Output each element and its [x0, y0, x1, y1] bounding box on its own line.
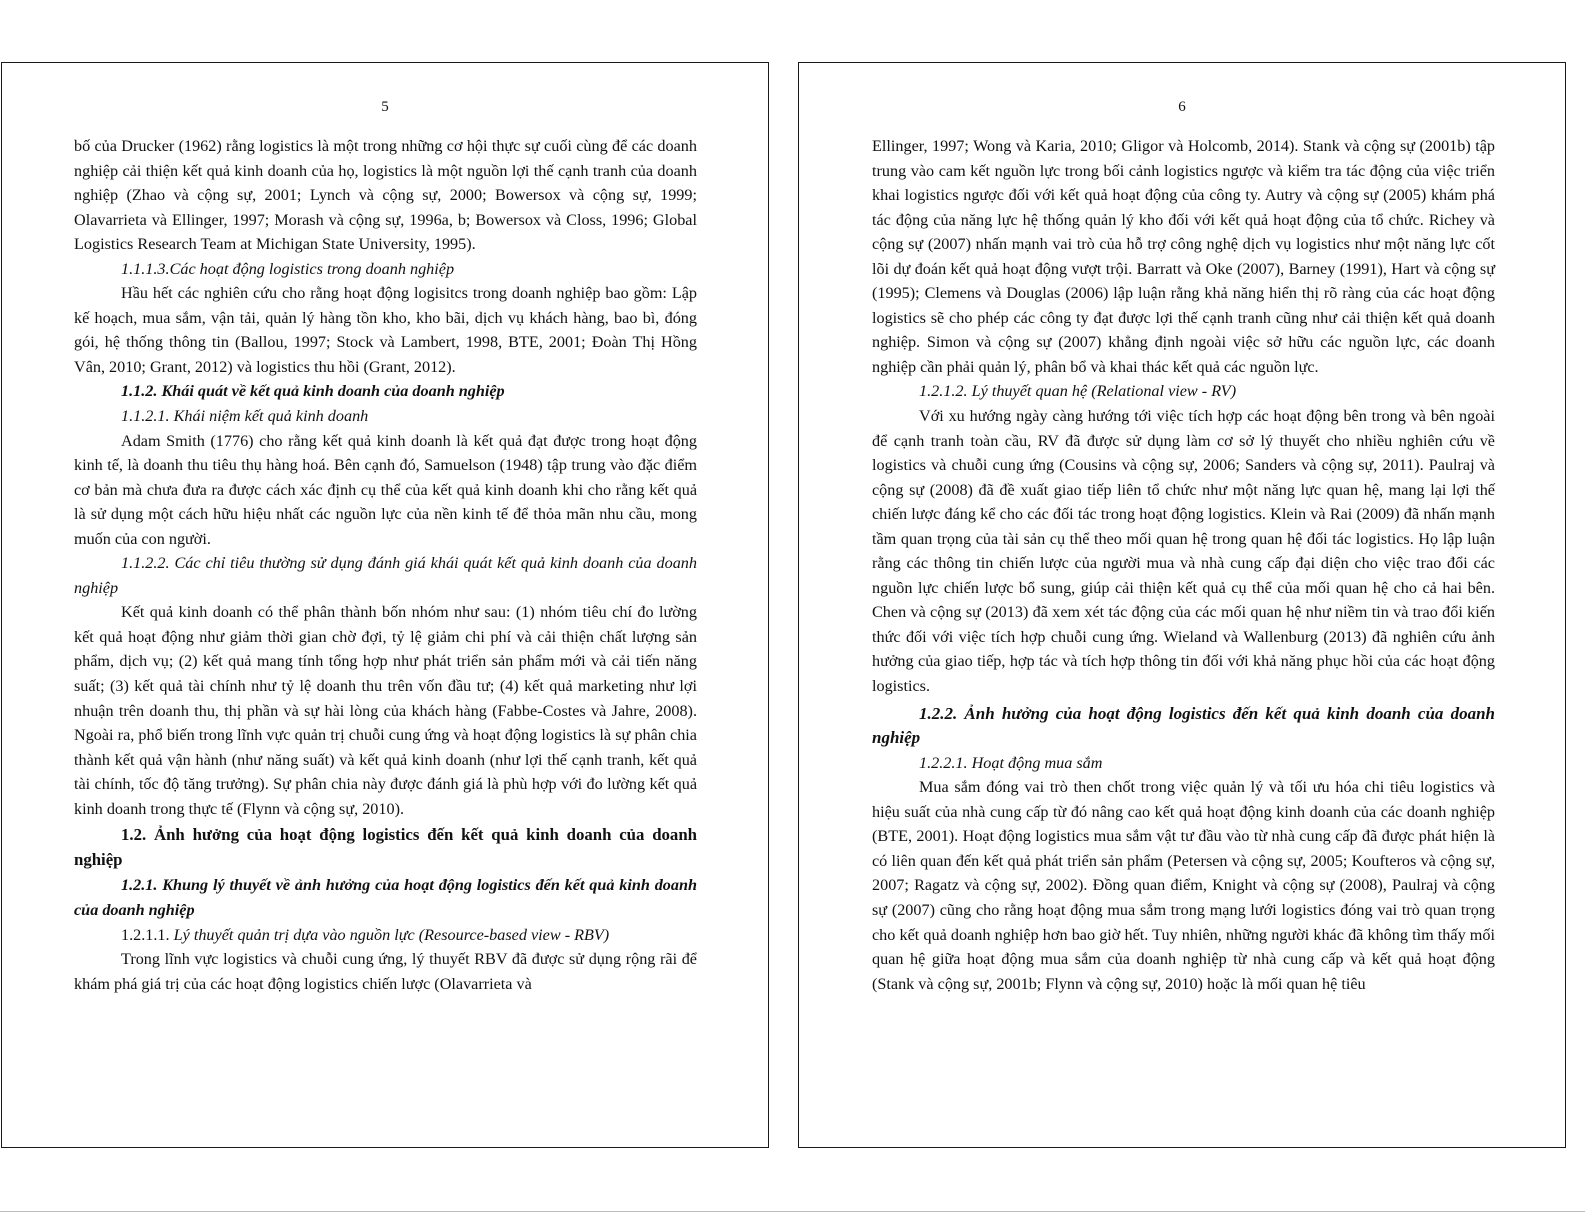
body-paragraph: bố của Drucker (1962) rằng logistics là một trong những cơ hội thực sự cuối cùng để các doanh nghiệp cải thiện kết quả kinh doanh của họ, logistics là một nguồn lợi thế cạnh tranh của doanh nghiệp (Zhao và cộng sự, 2001; Lynch và cộng sự, 2000; Bowersox và cộng sự, 1999; Olavarrieta và Ellinger, 1997; Morash và cộng sự, 1996a, b; Bowersox và Closs, 1996; Global Logistics Research Team at Michigan State University, 1995).: [74, 137, 697, 254]
chapter-section-heading: 1.2. Ảnh hưởng của hoạt động logistics đến kết quả kinh doanh của doanh nghiệp: [74, 825, 697, 869]
body-paragraph: Trong lĩnh vực logistics và chuỗi cung ứng, lý thuyết RBV đã được sử dụng rộng rãi để khám phá giá trị của các hoạt động logistics chiến lược (Olavarrieta và: [74, 950, 697, 993]
subsection-heading: 1.1.2.1. Khái niệm kết quả kinh doanh: [121, 407, 369, 426]
page-body: [74, 134, 697, 996]
body-paragraph: Adam Smith (1776) cho rằng kết quả kinh doanh là kết quả đạt được trong hoạt động kinh tế, là doanh thu tiêu thụ hàng hoá. Bên cạnh đó, Samuelson (1948) tập trung vào đặc điểm cơ bản mà chưa đưa ra được cách xác định cụ thể của kết quả kinh doanh khi cho rằng kết quả là sử dụng một cách hữu hiệu nhất các nguồn lực của nền kinh tế để thỏa mãn nhu cầu, mong muốn của con người.: [74, 431, 697, 548]
document-page-right: [798, 62, 1566, 1148]
subsection-title: Lý thuyết quản trị dựa vào nguồn lực (Resource-based view - RBV): [173, 925, 610, 944]
bottom-divider: [0, 1211, 1585, 1212]
body-paragraph: Ellinger, 1997; Wong và Karia, 2010; Gligor và Holcomb, 2014). Stank và cộng sự (2001b) tập trung vào cam kết nguồn lực trong bối cảnh logistics ngược và kiểm tra tác động của việc triển khai logistics ngược đối với kết quả hoạt động của công ty. Autry và cộng sự (2005) khám phá tác động của năng lực hệ thống quản lý kho đối với kết quả hoạt động của tổ chức. Richey và cộng sự (2007) nhấn mạnh vai trò của hỗ trợ công nghệ dịch vụ logistics như một năng lực cốt lõi dự đoán kết quả hoạt động vượt trội. Barratt và Oke (2007), Barney (1991), Hart và cộng sự (1995); Clemens và Douglas (2006) lập luận rằng khả năng hiển thị rõ ràng của các hoạt động logistics sẽ cho phép các công ty đạt được lợi thế cạnh tranh cũng như cải thiện kết quả doanh nghiệp. Simon và cộng sự (2007) khẳng định ngoài việc sở hữu các nguồn lực, các doanh nghiệp cần phải quản lý, phân bổ và khai thác kết quả các nguồn lực.: [872, 137, 1495, 376]
body-paragraph: Mua sắm đóng vai trò then chốt trong việc quản lý và tối ưu hóa chi tiêu logistics và hiệu suất của nhà cung cấp từ đó nâng cao kết quả hoạt động kinh doanh của các doanh nghiệp (BTE, 2001). Hoạt động logistics mua sắm vật tư đầu vào từ nhà cung cấp đã được phát hiện là có liên quan đến kết quả phát triển sản phẩm (Petersen và cộng sự, 2005; Koufteros và cộng sự, 2007; Ragatz và cộng sự, 2002). Đồng quan điểm, Knight và cộng sự (2008), Paulraj và cộng sự (2007) cũng cho rằng hoạt động mua sắm trong mạng lưới logistics đóng vai trò quan trọng cho kết quả doanh nghiệp hơn bao giờ hết. Tuy nhiên, những người khác đã không tìm thấy mối quan hệ giữa hoạt động mua sắm của doanh nghiệp từ nhà cung cấp và kết quả hoạt động (Stank và cộng sự, 2001b; Flynn và cộng sự, 2010) hoặc là mối quan hệ tiêu: [872, 778, 1495, 993]
section-heading: 1.1.2. Khái quát về kết quả kinh doanh của doanh nghiệp: [121, 382, 505, 401]
subsection-heading: [74, 923, 697, 948]
body-paragraph: Hầu hết các nghiên cứu cho rằng hoạt động logisitcs trong doanh nghiệp bao gồm: Lập kế hoạch, mua sắm, vận tải, quản lý hàng tồn kho, kho bãi, dịch vụ khách hàng, bao bì, đóng gói, hệ thống thông tin (Ballou, 1997; Stock và Lambert, 1998, BTE, 2001; Đoàn Thị Hồng Vân, 2010; Grant, 2012) và logistics thu hồi (Grant, 2012).: [74, 284, 697, 376]
subsection-number: 1.2.1.1.: [121, 925, 170, 944]
section-heading: 1.2.1. Khung lý thuyết về ảnh hưởng của hoạt động logistics đến kết quả kinh doanh của doanh nghiệp: [74, 876, 697, 919]
page-body: [872, 134, 1495, 996]
subsection-heading: 1.1.1.3.Các hoạt động logistics trong doanh nghiệp: [121, 259, 455, 278]
page-number: 6: [1178, 99, 1186, 115]
section-heading: 1.2.2. Ảnh hưởng của hoạt động logistics đến kết quả kinh doanh của doanh nghiệp: [872, 703, 1495, 748]
document-page-left: [1, 62, 769, 1148]
subsection-heading: 1.2.1.2. Lý thuyết quan hệ (Relational view - RV): [919, 382, 1237, 401]
body-paragraph: Kết quả kinh doanh có thể phân thành bốn nhóm như sau: (1) nhóm tiêu chí đo lường kết quả hoạt động như giảm thời gian chờ đợi, tỷ lệ giảm chi phí và cải thiện chất lượng sản phẩm, dịch vụ; (2) kết quả mang tính tổng hợp như phát triển sản phẩm mới và cải tiến năng suất; (3) kết quả tài chính như tỷ lệ doanh thu trên vốn đầu tư; (4) kết quả marketing như lợi nhuận trên doanh thu, thị phần và sự hài lòng của khách hàng (Fabbe-Costes và Jahre, 2008). Ngoài ra, phổ biến trong lĩnh vực quản trị chuỗi cung ứng và hoạt động logistics là sự phân chia thành kết quả vận hành (như năng suất) và kết quả kinh doanh (như lợi thế cạnh tranh, kết quả tài chính, tốc độ tăng trưởng). Sự phân chia này được đánh giá là phù hợp với đo lường kết quả kinh doanh trong thực tế (Flynn và cộng sự, 2010).: [74, 603, 697, 818]
page-number: 5: [381, 99, 389, 115]
subsection-heading: 1.2.2.1. Hoạt động mua sắm: [919, 753, 1103, 772]
subsection-heading: 1.1.2.2. Các chỉ tiêu thường sử dụng đánh giá khái quát kết quả kinh doanh của doanh nghiệp: [74, 554, 697, 597]
body-paragraph: Với xu hướng ngày càng hướng tới việc tích hợp các hoạt động bên trong và bên ngoài để cạnh tranh toàn cầu, RV đã được sử dụng làm cơ sở lý thuyết cho nhiều nghiên cứu về logistics và chuỗi cung ứng (Cousins và cộng sự, 2006; Sanders và cộng sự, 2011). Paulraj và cộng sự (2008) đã đề xuất giao tiếp liên tổ chức như một năng lực quan hệ, mang lại lợi thế chiến lược đáng kể cho các đối tác trong hoạt động logistics. Klein và Rai (2009) đã nhấn mạnh tầm quan trọng của tài sản cụ thể theo mối quan hệ trong quan hệ đối tác logistics. Họ lập luận rằng các thông tin chiến lược của người mua và nhà cung cấp đại diện cho việc trao đổi các nguồn lực chiến lược bổ sung, giúp cải thiện kết quả cụ thể của mối quan hệ cho cả hai bên. Chen và cộng sự (2013) đã xem xét tác động của các mối quan hệ như niềm tin và trao đổi kiến thức đối với việc tích hợp chuỗi cung ứng. Wieland và Wallenburg (2013) đã nghiên cứu ảnh hưởng của giao tiếp, hợp tác và tích hợp thông tin đối với khả năng phục hồi của các hoạt động logistics.: [872, 407, 1495, 696]
